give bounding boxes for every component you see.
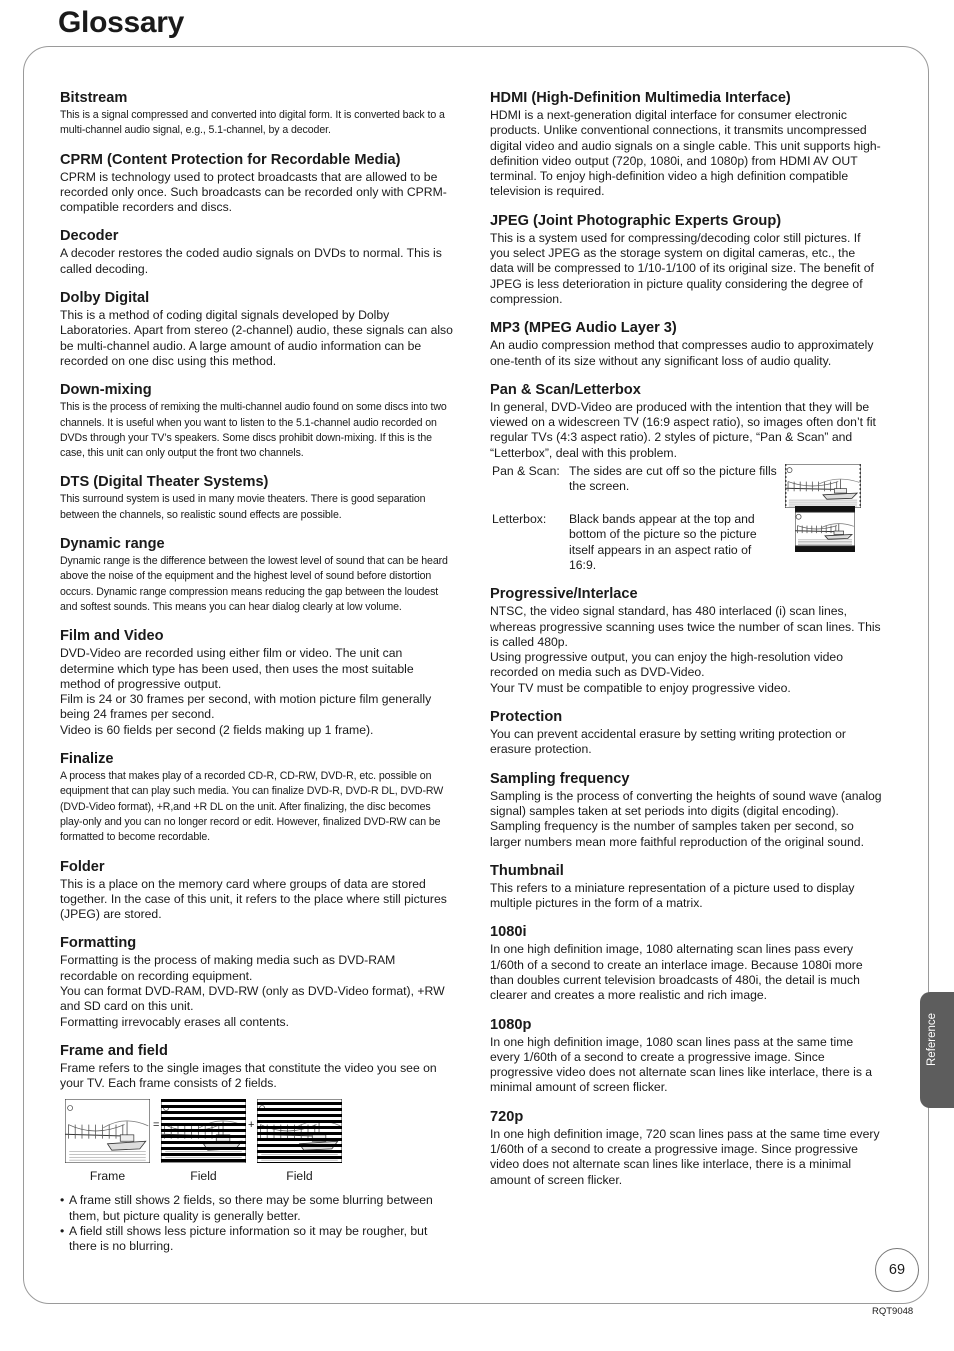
glossary-entry-down-mixing <box>60 382 454 461</box>
glossary-term: Pan & Scan/Letterbox <box>490 381 641 398</box>
glossary-term: HDMI (High-Definition Multimedia Interface) <box>490 90 791 106</box>
glossary-entry-hdmi-high-definition-multimedia-interface <box>490 90 882 200</box>
glossary-definition <box>490 108 882 200</box>
definition-paragraph: This surround system is used in many movie theaters. There is good separation between the channels, so realistic sound effects are possible. <box>60 493 426 521</box>
glossary-column-left <box>60 90 454 1255</box>
glossary-definition <box>60 554 454 615</box>
field-picture <box>161 1099 246 1163</box>
definition-paragraph: Using progressive output, you can enjoy the high-resolution video recorded on media such as DVD-Video. <box>490 650 843 680</box>
definition-paragraph: You can prevent accidental erasure by setting writing protection or erasure protection. <box>490 727 846 757</box>
definition-paragraph: This is a method of coding digital signals developed by Dolby Laboratories. Apart from stereo (2-channel) audio, these signals can also be multi-channel audio. A large amount of audio information can be recorded on one disc using this method. <box>60 308 453 368</box>
definition-paragraph: DVD-Video are recorded using either film or video. The unit can determine which type has been used, then uses the most suitable method of progressive output. <box>60 646 414 691</box>
definition-paragraph: Sampling is the process of converting the heights of sound wave (analog signal) samples taken at set periods into digits (digital encoding). Sampling frequency is the number of samples taken per second, so larger numbers mean more faithful reproduction of the original sound. <box>490 788 882 849</box>
field-picture <box>257 1099 342 1163</box>
glossary-entry-formatting <box>60 935 454 1029</box>
glossary-definition <box>60 953 454 1029</box>
glossary-entry-1080p <box>490 1017 882 1096</box>
glossary-entry-cprm-content-protection-for-recordable-media <box>60 152 454 216</box>
glossary-term: 1080p <box>490 1016 532 1033</box>
glossary-entry-jpeg-joint-photographic-experts-group <box>490 213 882 307</box>
glossary-definition <box>60 492 454 523</box>
glossary-entry-progressive-interlace <box>490 586 882 696</box>
definition-paragraph: A decoder restores the coded audio signals on DVDs to normal. This is called decoding. <box>60 246 442 276</box>
pan-scan-picture <box>785 464 861 508</box>
glossary-entry-thumbnail <box>490 863 882 912</box>
glossary-entry-dts-digital-theater-systems <box>60 474 454 523</box>
glossary-definition <box>60 646 454 738</box>
glossary-definition <box>490 400 882 461</box>
note-text: A frame still shows 2 fields, so there may be some blurring between them, but picture quality is generally better. <box>69 1193 433 1223</box>
glossary-entry-bitstream <box>60 90 454 139</box>
definition-paragraph: An audio compression method that compresses audio to approximately one-tenth of its size without any significant loss of audio quality. <box>490 338 874 368</box>
glossary-term: Film and Video <box>60 628 164 645</box>
note-text: A field still shows less picture information so it may be rougher, but there is no blurring. <box>69 1224 428 1254</box>
plus-sign: + <box>248 1119 255 1132</box>
glossary-definition <box>490 942 882 1003</box>
definition-paragraph: In general, DVD-Video are produced with the intention that they will be viewed on a widescreen TV (16:9 aspect ratio), so images often don’t fit regular TVs (4:3 aspect ratio). 2 styles of picture, “Pan & Scan” and “Letterbox”, deal with this problem. <box>490 399 876 460</box>
bullet: • <box>60 1193 65 1208</box>
glossary-term: Dynamic range <box>60 536 165 553</box>
glossary-term: Bitstream <box>60 90 128 106</box>
glossary-definition <box>60 170 454 216</box>
image-caption: Field <box>286 1169 313 1184</box>
glossary-term: Decoder <box>60 228 119 245</box>
glossary-definition <box>60 246 454 277</box>
glossary-definition <box>490 1127 882 1188</box>
glossary-entry-finalize <box>60 751 454 845</box>
glossary-entry-pan-scan-letterbox <box>490 382 882 573</box>
glossary-term: Folder <box>60 858 105 875</box>
glossary-term: Thumbnail <box>490 862 564 879</box>
definition-paragraph: Film is 24 or 30 frames per second, with motion picture film generally being 24 frames per second. <box>60 692 432 722</box>
definition-paragraph: This is the process of remixing the multi-channel audio found on some discs into two channels. It is useful when you want to listen to the 5.1-channel audio recorded on DVDs through your TV’s speakers. Some discs prohibit down-mixing. If this is the case, this unit can only output the front two channels. <box>60 401 447 460</box>
letterbox-picture <box>795 506 855 552</box>
glossary-term: Progressive/Interlace <box>490 586 638 603</box>
frame-picture <box>65 1099 150 1163</box>
glossary-entry-protection <box>490 709 882 758</box>
frame-field-notes <box>60 1193 454 1254</box>
glossary-definition <box>490 1035 882 1096</box>
pan-scan-letterbox-table <box>490 464 882 573</box>
definition-paragraph: Frame refers to the single images that constitute the video you see on your TV. Each frame consists of 2 fields. <box>60 1060 437 1091</box>
definition-paragraph: This is a place on the memory card where groups of data are stored together. In the case of this unit, it refers to the place where still pictures (JPEG) are stored. <box>60 876 447 922</box>
definition-paragraph: NTSC, the video signal standard, has 480 interlaced (i) scan lines, whereas progressive scanning uses twice the number of scan lines. This is called 480p. <box>490 604 881 649</box>
definition-paragraph: This refers to a miniature representation of a picture used to display multiple pictures in the form of a matrix. <box>490 880 855 911</box>
glossary-entry-film-and-video <box>60 628 454 738</box>
field-image <box>161 1099 246 1183</box>
definition-paragraph: This is a system used for compressing/decoding color still pictures. If you select JPEG as the storage system on digital cameras, etc., the data will be compressed to 1/10-1/100 of its original size. The benefit of JPEG is less deterioration in picture quality considering the degree of compression. <box>490 230 874 306</box>
glossary-term: Finalize <box>60 751 114 768</box>
glossary-entry-decoder <box>60 228 454 277</box>
style-description: The sides are cut off so the picture fills the screen. <box>569 464 777 494</box>
glossary-definition <box>60 308 454 369</box>
equals-sign: = <box>153 1119 160 1132</box>
glossary-term: DTS (Digital Theater Systems) <box>60 474 269 491</box>
glossary-definition <box>490 727 882 758</box>
glossary-term: Protection <box>490 709 563 726</box>
glossary-term: Sampling frequency <box>490 770 630 787</box>
definition-paragraph: This is a signal compressed and converted into digital form. It is converted back to a multi-channel audio signal, e.g., 5.1-channel, by a decoder. <box>60 109 445 137</box>
image-caption: Field <box>190 1169 217 1184</box>
glossary-entry-dynamic-range <box>60 536 454 615</box>
glossary-entry-1080i <box>490 924 882 1003</box>
glossary-term: MP3 (MPEG Audio Layer 3) <box>490 320 677 337</box>
style-description: Black bands appear at the top and bottom of the picture so the picture itself appears in an aspect ratio of 16:9. <box>569 512 757 572</box>
glossary-definition <box>60 1061 454 1092</box>
section-tab-label: Reference <box>926 1012 938 1066</box>
definition-paragraph: In one high definition image, 1080 scan lines pass at the same time every 1/60th of a second to create a progressive image. Since progressive video does not alternate scan lines like interlace, there is a minimal amount of screen flicker. <box>490 1034 873 1095</box>
style-label: Letterbox: <box>492 512 547 527</box>
section-tab-reference[interactable] <box>920 992 954 1108</box>
glossary-definition <box>60 877 454 923</box>
frame-field-illustration <box>65 1099 454 1183</box>
definition-paragraph: You can format DVD-RAM, DVD-RW (only as DVD-Video format), +RW and SD card on this unit. <box>60 983 445 1014</box>
glossary-term: Down-mixing <box>60 382 152 399</box>
style-label: Pan & Scan: <box>492 464 560 479</box>
glossary-term: Frame and field <box>60 1042 168 1059</box>
pan-scan-row <box>490 464 882 508</box>
glossary-definition <box>60 108 454 139</box>
definition-paragraph: Your TV must be compatible to enjoy progressive video. <box>490 680 791 695</box>
glossary-entry-720p <box>490 1109 882 1188</box>
frame-image <box>65 1099 150 1183</box>
glossary-entry-mp3-mpeg-audio-layer-3 <box>490 320 882 369</box>
page-title: Glossary <box>58 6 185 39</box>
note-item <box>60 1224 454 1255</box>
definition-paragraph: In one high definition image, 720 scan lines pass at the same time every 1/60th of a second to create a progressive image. Since progressive video does not alternate scan lines like interlace, there is a minimal amount of screen flicker. <box>490 1126 880 1187</box>
glossary-entry-sampling-frequency <box>490 771 882 850</box>
image-caption: Frame <box>89 1169 126 1184</box>
glossary-term: Dolby Digital <box>60 290 150 307</box>
definition-paragraph: A process that makes play of a recorded CD-R, CD-RW, DVD-R, etc. possible on equipment that can play such media. You can finalize DVD-R, DVD-R DL, DVD-RW (DVD-Video format), +R,and +R DL on the unit. After finalizing, the disc becomes play-only and you can no longer record or edit. However, finalized DVD-RW can be formatted to become recordable. <box>60 770 444 844</box>
definition-paragraph: Formatting irrevocably erases all contents. <box>60 1014 289 1029</box>
glossary-definition <box>490 338 882 369</box>
definition-paragraph: Formatting is the process of making media such as DVD-RAM recordable on recording equipment. <box>60 953 396 983</box>
glossary-term: JPEG (Joint Photographic Experts Group) <box>490 212 782 229</box>
definition-paragraph: CPRM is technology used to protect broadcasts that are allowed to be recorded only once. Such broadcasts can be recorded only with CPRM-compatible recorders and discs. <box>60 169 447 215</box>
glossary-definition <box>490 231 882 307</box>
glossary-entry-folder <box>60 859 454 923</box>
glossary-definition <box>490 604 882 696</box>
page-number: 69 <box>875 1248 919 1292</box>
note-item <box>60 1193 454 1224</box>
field-image <box>257 1099 342 1183</box>
document-code: RQT9048 <box>872 1306 914 1317</box>
bullet: • <box>60 1224 65 1239</box>
definition-paragraph: Dynamic range is the difference between the lowest level of sound that can be heard above the noise of the equipment and the highest level of sound before distortion occurs. Dynamic range compression means reducing the gap between the loudest and softest sounds. This means you can hear dialog clearly at low volume. <box>60 555 448 613</box>
definition-paragraph: HDMI is a next-generation digital interface for consumer electronic products. Unlike conventional connections, it transmits uncompressed digital video and audio signals on a single cable. This unit supports high-definition video output (720p, 1080i, and 1080p) from HDMI AV OUT terminal. To enjoy high-definition video a high definition compatible television is required. <box>490 108 881 199</box>
glossary-term: 720p <box>490 1108 524 1125</box>
glossary-entry-dolby-digital <box>60 290 454 369</box>
definition-paragraph: In one high definition image, 1080 alternating scan lines pass every 1/60th of a second to create an interlace image. Because 1080i more than doubles current television broadcasts of 480i, the detail is much clearer and creates a more realistic and rich image. <box>490 942 863 1003</box>
definition-paragraph: Video is 60 fields per second (2 fields making up 1 frame). <box>60 722 374 737</box>
glossary-column-right <box>490 90 882 1201</box>
letterbox-row <box>490 512 882 573</box>
glossary-term: CPRM (Content Protection for Recordable Media) <box>60 151 401 168</box>
glossary-definition <box>490 789 882 850</box>
glossary-definition <box>60 400 454 461</box>
glossary-definition <box>60 769 454 845</box>
glossary-term: 1080i <box>490 924 527 941</box>
glossary-definition <box>490 881 882 912</box>
glossary-term: Formatting <box>60 935 137 952</box>
glossary-entry-frame-and-field <box>60 1043 454 1255</box>
